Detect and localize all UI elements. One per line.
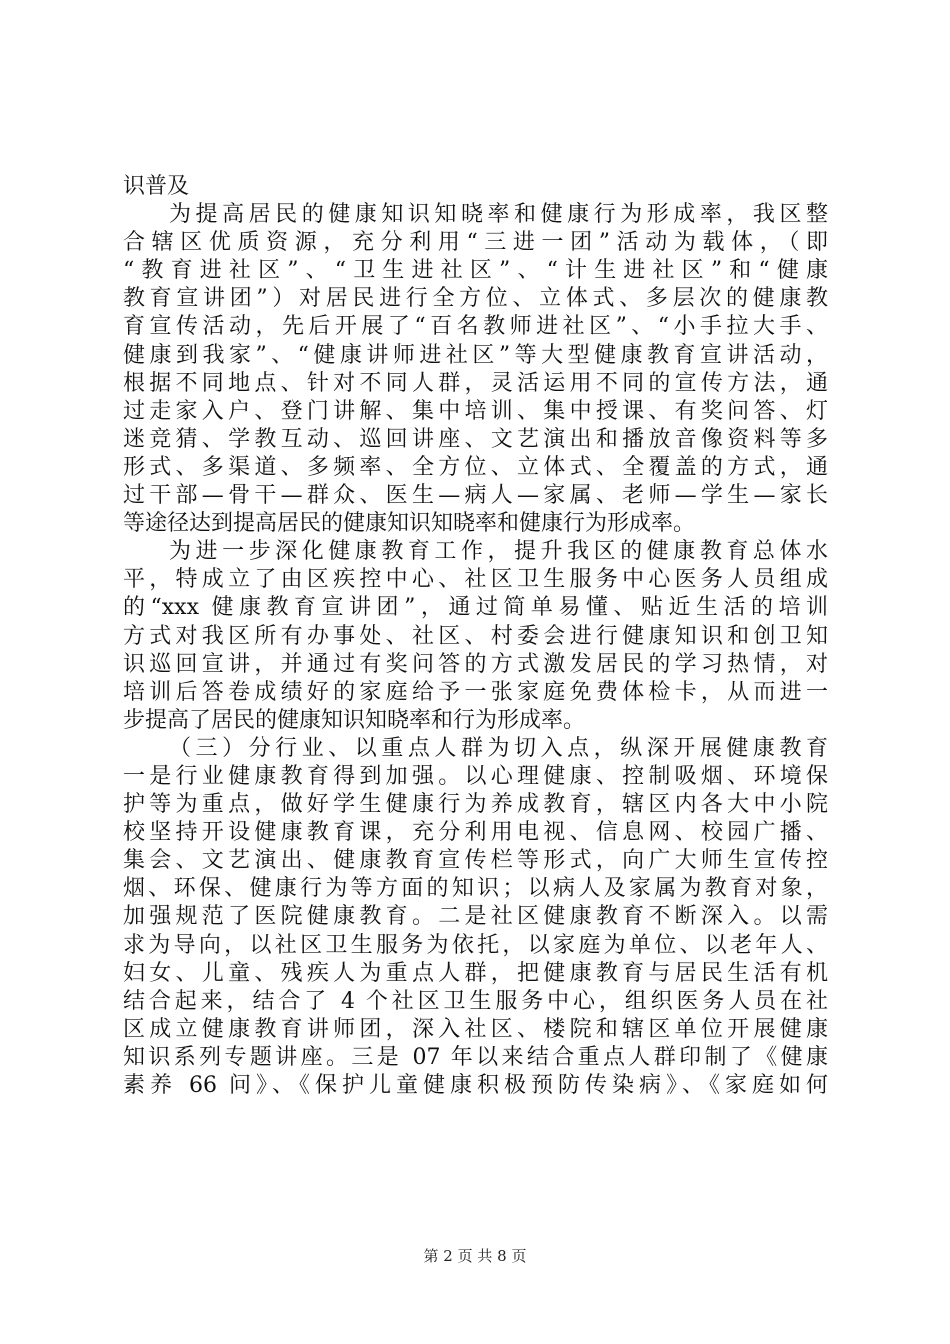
text-line: 教育宣讲团”）对居民进行全方位、立体式、多层次的健康教: [123, 286, 828, 312]
text-line: 知识系列专题讲座。三是 07 年以来结合重点人群印制了《健康: [123, 1044, 828, 1070]
text-line: 区成立健康教育讲师团，深入社区、楼院和辖区单位开展健康: [123, 1016, 828, 1042]
text-line: 的“xxx 健康教育宣讲团”，通过简单易懂、贴近生活的培训: [123, 595, 828, 621]
text-line: 步提高了居民的健康知识知晓率和行为形成率。: [123, 707, 586, 733]
paragraph-first-line: 为进一步深化健康教育工作，提升我区的健康教育总体水: [169, 539, 828, 565]
text-line: 过走家入户、登门讲解、集中培训、集中授课、有奖问答、灯: [123, 398, 828, 424]
text-line: 形式、多渠道、多频率、全方位、立体式、全覆盖的方式，通: [123, 454, 828, 480]
text-line: 迷竞猜、学教互动、巡回讲座、文艺演出和播放音像资料等多: [123, 426, 828, 452]
text-line: 方式对我区所有办事处、社区、村委会进行健康知识和创卫知: [123, 623, 828, 649]
text-line: 育宣传活动，先后开展了“百名教师进社区”、“小手拉大手、: [123, 314, 828, 340]
page-number-footer: 第 2 页 共 8 页: [423, 1247, 527, 1265]
paragraph-first-line: 为提高居民的健康知识知晓率和健康行为形成率，我区整: [169, 202, 828, 228]
text-line: 妇女、儿童、残疾人为重点人群，把健康教育与居民生活有机: [123, 960, 828, 986]
text-line: 根据不同地点、针对不同人群，灵活运用不同的宣传方法，通: [123, 370, 828, 396]
text-line: 护等为重点，做好学生健康行为养成教育，辖区内各大中小院: [123, 792, 828, 818]
text-line: 烟、环保、健康行为等方面的知识；以病人及家属为教育对象，: [123, 876, 828, 902]
text-line: 集会、文艺演出、健康教育宣传栏等形式，向广大师生宣传控: [123, 848, 828, 874]
text-line: 识巡回宣讲，并通过有奖问答的方式激发居民的学习热情，对: [123, 651, 828, 677]
section-heading: （三）分行业、以重点人群为切入点，纵深开展健康教育: [169, 735, 828, 761]
text-line: 加强规范了医院健康教育。二是社区健康教育不断深入。以需: [123, 904, 828, 930]
text-line: 素养 66 问》、《保护儿童健康积极预防传染病》、《家庭如何: [123, 1073, 828, 1098]
text-line: “教育进社区”、“卫生进社区”、“计生进社区”和“健康: [123, 258, 828, 284]
text-line: 健康到我家”、“健康讲师进社区”等大型健康教育宣讲活动，: [123, 342, 828, 368]
text-line: 求为导向，以社区卫生服务为依托，以家庭为单位、以老年人、: [123, 932, 828, 958]
text-line: 识普及: [123, 174, 190, 199]
text-line: 等途径达到提高居民的健康知识知晓率和健康行为形成率。: [123, 511, 696, 537]
text-line: 校坚持开设健康教育课，充分利用电视、信息网、校园广播、: [123, 820, 828, 846]
text-line: 培训后答卷成绩好的家庭给予一张家庭免费体检卡，从而进一: [123, 679, 828, 705]
text-line: 平，特成立了由区疾控中心、社区卫生服务中心医务人员组成: [123, 567, 828, 593]
text-line: 一是行业健康教育得到加强。以心理健康、控制吸烟、环境保: [123, 763, 828, 789]
text-line: 结合起来，结合了 4 个社区卫生服务中心，组织医务人员在社: [123, 988, 828, 1014]
document-body: [123, 173, 828, 1100]
text-line: 合辖区优质资源，充分利用“三进一团”活动为载体，（即: [123, 230, 828, 256]
text-line: 过干部—骨干—群众、医生—病人—家属、老师—学生—家长: [123, 483, 828, 509]
